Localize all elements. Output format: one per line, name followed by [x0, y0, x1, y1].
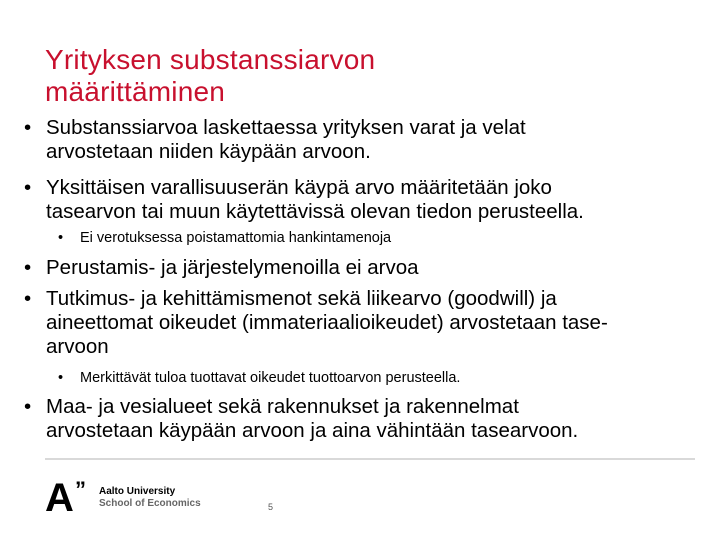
aalto-logo	[45, 476, 245, 520]
bullet-text	[46, 287, 696, 359]
bullet-text-line: Substanssiarvoa laskettaessa yrityksen varat ja velat	[46, 116, 526, 139]
sub-bullet-text: Merkittävät tuloa tuottavat oikeudet tuottoarvon perusteella.	[80, 370, 461, 386]
logo-letter-a: A	[45, 476, 74, 520]
bullet-text-line: Yksittäisen varallisuuserän käypä arvo määritetään joko	[46, 176, 552, 199]
bullet-marker: •	[24, 116, 32, 139]
footer-divider	[45, 458, 695, 460]
logo-university-name: Aalto University	[99, 486, 176, 497]
logo-school-name: School of Economics	[99, 498, 201, 509]
slide-title-line-2: määrittäminen	[45, 76, 226, 107]
logo-quote-mark: ”	[75, 477, 86, 502]
sub-bullet-text: Ei verotuksessa poistamattomia hankintamenoja	[80, 230, 392, 246]
bullet-text-line: Tutkimus- ja kehittämismenot sekä liikearvo (goodwill) ja	[46, 287, 557, 310]
bullet-text	[46, 395, 696, 443]
bullet-text-line: Perustamis- ja järjestelymenoilla ei arvoa	[46, 256, 419, 279]
bullet-text-line: arvostetaan käypään arvoon ja aina vähintään tasearvoon.	[46, 419, 579, 442]
slide-title-line-1: Yrityksen substanssiarvon	[45, 44, 376, 75]
sub-bullet-marker: •	[58, 230, 64, 246]
bullet-marker: •	[24, 256, 32, 279]
bullet-text-line: arvoon	[46, 335, 109, 358]
slide-title	[45, 44, 685, 108]
bullet-text	[46, 256, 696, 280]
bullet-marker: •	[24, 176, 32, 199]
page-number: 5	[268, 502, 274, 512]
bullet-text-line: tasearvon tai muun käytettävissä olevan tiedon perusteella.	[46, 200, 584, 223]
bullet-text-line: arvostetaan niiden käypään arvoon.	[46, 140, 371, 163]
sub-bullet-marker: •	[58, 370, 64, 386]
bullet-text	[46, 176, 696, 224]
bullet-text-line: Maa- ja vesialueet sekä rakennukset ja rakennelmat	[46, 395, 519, 418]
bullet-text	[46, 116, 696, 164]
bullet-marker: •	[24, 395, 32, 418]
bullet-text-line: aineettomat oikeudet (immateriaalioikeudet) arvostetaan tase-	[46, 311, 608, 334]
bullet-marker: •	[24, 287, 32, 310]
